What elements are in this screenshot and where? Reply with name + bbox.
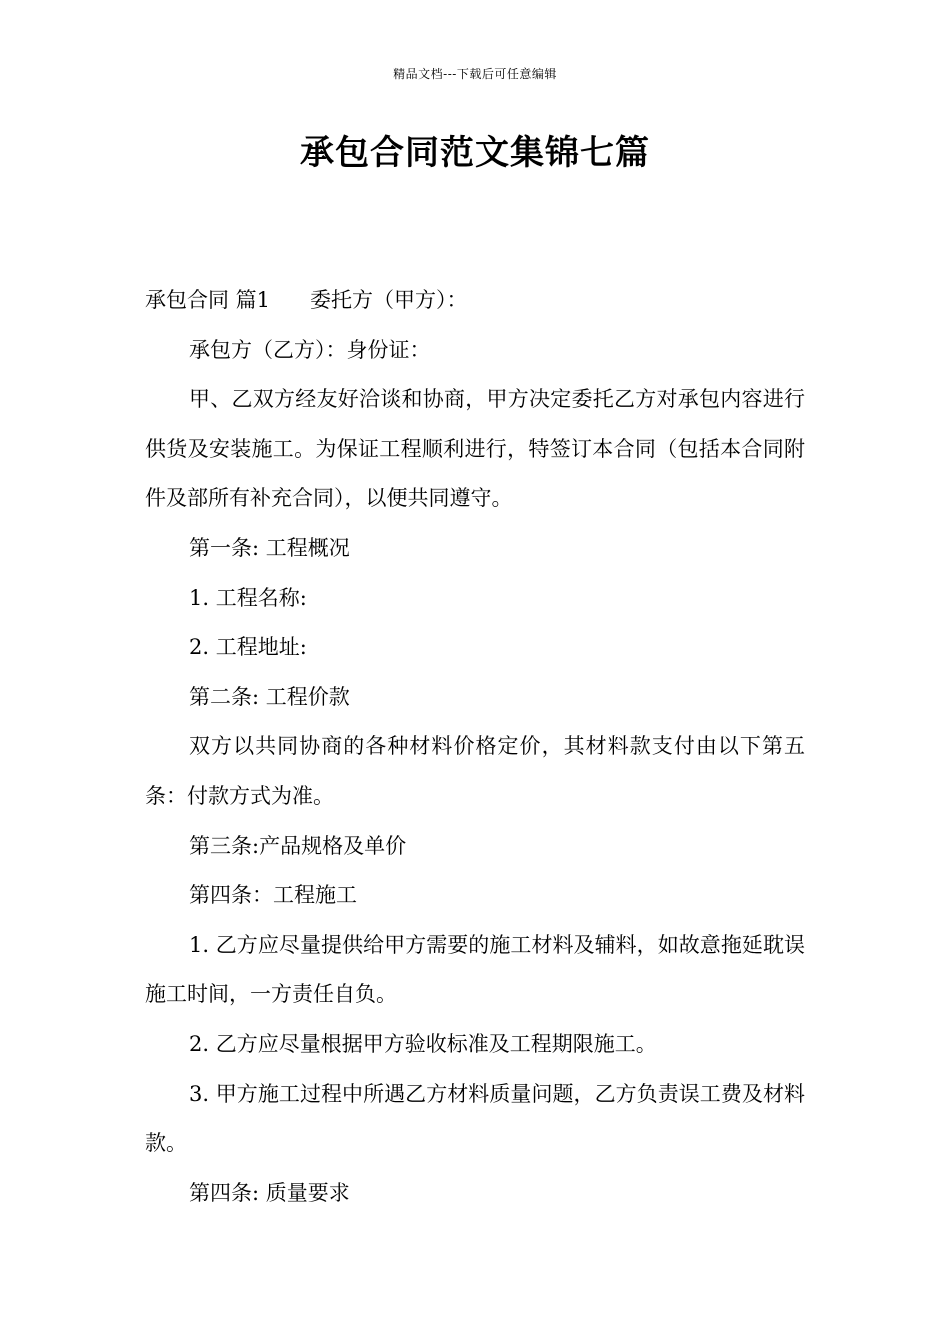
- page-title: 承包合同范文集锦七篇: [300, 133, 650, 173]
- article-quality-heading: 第四条: 质量要求: [189, 1180, 350, 1205]
- paragraph-intro: 甲、乙双方经友好洽谈和协商，甲方决定委托乙方对承包内容进行供货及安装施工。为保证工程顺利进行，特签订本合同（包括本合同附件及部所有补充合同），以便共同遵守。: [145, 387, 805, 511]
- item-construction-1: 1. 乙方应尽量提供给甲方需要的施工材料及辅料，如故意拖延耽误施工时间，一方责任自负。: [145, 932, 805, 1007]
- item-construction-2: 2. 乙方应尽量根据甲方验收标准及工程期限施工。: [189, 1031, 657, 1056]
- paragraph-price: 双方以共同协商的各种材料价格定价，其材料款支付由以下第五条：付款方式为准。: [145, 734, 805, 808]
- contract-part-label: 承包合同 篇1: [145, 288, 271, 312]
- client-party-label: 委托方（甲方）：: [310, 288, 468, 312]
- document-body: [145, 276, 805, 1218]
- article-1-heading: 第一条: 工程概况: [189, 535, 350, 560]
- article-2-heading: 第二条: 工程价款: [189, 684, 350, 709]
- article-4-heading: 第四条：工程施工: [189, 883, 357, 908]
- item-construction-3: 3. 甲方施工过程中所遇乙方材料质量问题，乙方负责误工费及材料款。: [145, 1081, 805, 1156]
- article-3-heading: 第三条:产品规格及单价: [189, 833, 407, 858]
- paragraph-contractor: 承包方（乙方）：身份证：: [189, 337, 431, 362]
- item-project-address: 2. 工程地址:: [189, 635, 307, 660]
- item-project-name: 1. 工程名称:: [189, 585, 307, 610]
- header-note: 精品文档---下载后可任意编辑: [393, 67, 557, 81]
- first-line: [145, 276, 805, 326]
